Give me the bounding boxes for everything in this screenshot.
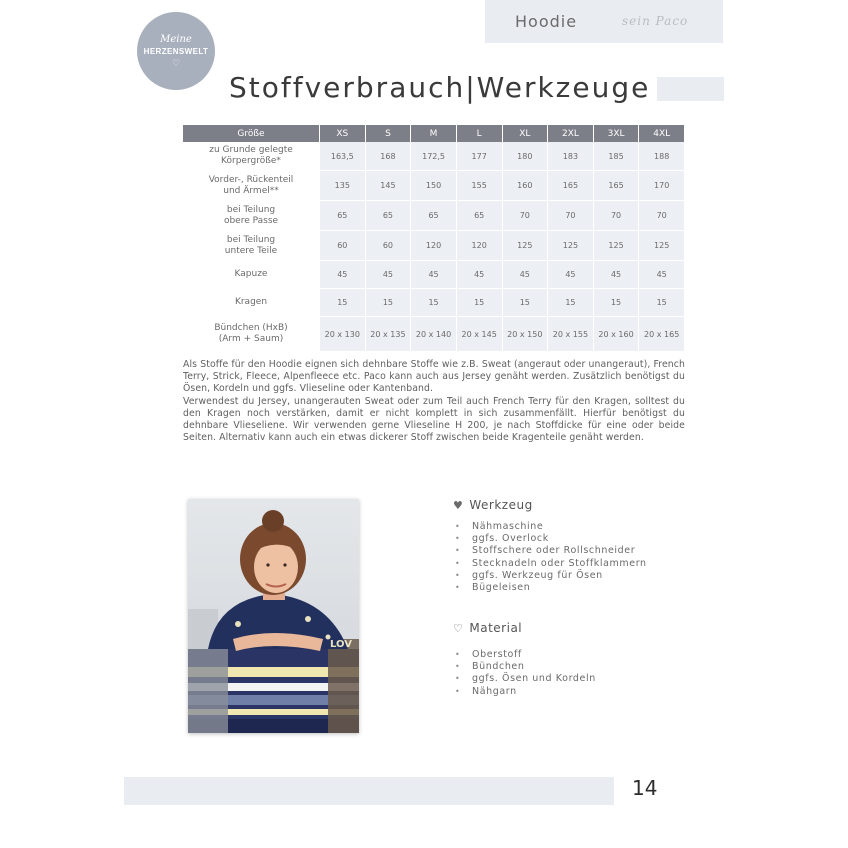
material-list (455, 649, 596, 698)
table-cell: 15 (594, 289, 640, 317)
row-label (183, 171, 320, 201)
row-label (183, 231, 320, 261)
table-cell: 70 (548, 201, 594, 231)
table-cell: 120 (457, 231, 503, 261)
logo-script-text: Meine (160, 34, 192, 45)
table-cell: 163,5 (320, 142, 366, 171)
table-cell: 65 (457, 201, 503, 231)
table-cell: 45 (639, 261, 685, 289)
row-label-line: bei Teilung (226, 204, 276, 215)
table-cell: 70 (503, 201, 549, 231)
table-row (183, 231, 685, 261)
row-label (183, 201, 320, 231)
shirt-print-text: LOV (330, 639, 352, 650)
table-cell: 20 x 145 (457, 317, 503, 352)
table-cell: 15 (411, 289, 457, 317)
werkzeug-heading (453, 498, 533, 512)
column-header: XS (320, 125, 366, 142)
table-row (183, 201, 685, 231)
table-cell: 183 (548, 142, 594, 171)
description-paragraph: Verwendest du Jersey, unangerauten Sweat oder zum Teil auch French Terry für den Kragen, solltest du den Kragen noch verstärken, damit er nicht komplett in sich zusammenfällt. Hierfür benötigst du dehnbare Vlieseliene. Wir verwenden gerne Vlieseline H 200, je nach Stoffdicke für eine oder beide Seiten. Alternativ kann auch ein etwas dickerer Stoff zwischen beide Kragenteile genäht werden. (183, 395, 685, 444)
row-label (183, 289, 320, 317)
table-cell: 15 (366, 289, 412, 317)
row-label-line: zu Grunde gelegte (209, 145, 293, 155)
table-cell: 160 (503, 171, 549, 201)
table-cell: 20 x 155 (548, 317, 594, 352)
logo-heart-icon: ♡ (171, 59, 181, 69)
table-cell: 172,5 (411, 142, 457, 171)
table-cell: 60 (366, 231, 412, 261)
list-item: • ggfs. Overlock (455, 533, 647, 545)
table-row (183, 289, 685, 317)
table-row (183, 317, 685, 352)
row-label-line: untere Teile (224, 245, 278, 256)
page-title: Stoffverbrauch|Werkzeuge (229, 71, 651, 104)
title-accent-box (657, 77, 724, 101)
table-cell: 20 x 135 (366, 317, 412, 352)
model-photo (188, 499, 359, 733)
row-label-line: Körpergröße* (221, 156, 281, 166)
row-label-line: Kragen (234, 297, 268, 307)
table-row (183, 171, 685, 201)
description-text (183, 359, 685, 444)
row-label-line: obere Passe (223, 215, 279, 226)
table-cell: 20 x 160 (594, 317, 640, 352)
column-header: 4XL (639, 125, 685, 142)
fabric-consumption-table (183, 125, 685, 352)
table-cell: 45 (366, 261, 412, 289)
logo-brand-text: HERZENSWELT (143, 47, 209, 56)
table-cell: 20 x 140 (411, 317, 457, 352)
table-cell: 180 (503, 142, 549, 171)
column-header: XL (503, 125, 549, 142)
row-label (183, 317, 320, 352)
table-cell: 168 (366, 142, 412, 171)
table-cell: 20 x 150 (503, 317, 549, 352)
table-header-row (183, 125, 685, 142)
heart-icon: ♥ (453, 499, 464, 512)
list-item: • Oberstoff (455, 649, 596, 661)
table-cell: 15 (457, 289, 503, 317)
table-cell: 70 (639, 201, 685, 231)
footer-bar (124, 777, 614, 805)
list-item: • Nähgarn (455, 686, 596, 698)
table-cell: 65 (411, 201, 457, 231)
column-header: 2XL (548, 125, 594, 142)
table-cell: 125 (639, 231, 685, 261)
table-cell: 120 (411, 231, 457, 261)
table-cell: 165 (548, 171, 594, 201)
list-item: • Bündchen (455, 661, 596, 673)
table-cell: 65 (320, 201, 366, 231)
column-header: 3XL (594, 125, 640, 142)
table-cell: 170 (639, 171, 685, 201)
row-label (183, 261, 320, 289)
row-label-line: und Ärmel** (223, 185, 279, 196)
table-cell: 188 (639, 142, 685, 171)
material-heading (453, 621, 522, 635)
table-cell: 165 (594, 171, 640, 201)
table-cell: 65 (366, 201, 412, 231)
row-label-line: Kapuze (234, 269, 268, 279)
table-cell: 45 (457, 261, 503, 289)
table-cell: 155 (457, 171, 503, 201)
row-label-line: (Arm + Saum) (218, 334, 284, 344)
list-item: • Stoffschere oder Rollschneider (455, 545, 647, 557)
table-cell: 45 (548, 261, 594, 289)
model-photo-illustration (188, 499, 359, 733)
table-cell: 15 (639, 289, 685, 317)
table-cell: 125 (503, 231, 549, 261)
row-label (183, 142, 320, 171)
table-cell: 15 (548, 289, 594, 317)
list-item: • Stecknadeln oder Stoffklammern (455, 558, 647, 570)
row-label-line: Bündchen (HxB) (214, 323, 288, 333)
table-row (183, 261, 685, 289)
table-cell: 20 x 165 (639, 317, 685, 352)
table-cell: 60 (320, 231, 366, 261)
material-heading-label: Material (469, 621, 523, 635)
pattern-name: Hoodie (515, 12, 578, 31)
table-cell: 125 (594, 231, 640, 261)
list-item: • ggfs. Ösen und Kordeln (455, 673, 596, 685)
list-item: • Bügeleisen (455, 582, 647, 594)
table-cell: 20 x 130 (320, 317, 366, 352)
table-row (183, 142, 685, 171)
heart-icon: ♡ (453, 622, 464, 635)
column-header: Größe (183, 125, 320, 142)
werkzeug-heading-label: Werkzeug (469, 498, 533, 512)
table-cell: 45 (320, 261, 366, 289)
table-cell: 125 (548, 231, 594, 261)
table-cell: 135 (320, 171, 366, 201)
brand-logo (137, 12, 215, 90)
description-paragraph: Als Stoffe für den Hoodie eignen sich dehnbare Stoffe wie z.B. Sweat (angeraut oder unangeraut), French Terry, Strick, Fleece, Alpenfleece etc. Paco kann auch aus Jersey genäht werden. Zusätzlich benötigst du Ösen, Kordeln und ggfs. Vlieseline oder Kantenband. (183, 359, 685, 395)
table-cell: 15 (503, 289, 549, 317)
page-number: 14 (632, 776, 658, 800)
table-cell: 45 (594, 261, 640, 289)
row-label-line: Vorder-, Rückenteil (208, 174, 294, 185)
table-cell: 45 (503, 261, 549, 289)
row-label-line: bei Teilung (226, 234, 276, 245)
column-header: L (457, 125, 503, 142)
table-cell: 70 (594, 201, 640, 231)
column-header: S (366, 125, 412, 142)
list-item: • ggfs. Werkzeug für Ösen (455, 570, 647, 582)
werkzeug-list (455, 521, 647, 594)
table-cell: 145 (366, 171, 412, 201)
table-cell: 150 (411, 171, 457, 201)
column-header: M (411, 125, 457, 142)
table-cell: 185 (594, 142, 640, 171)
pattern-subtitle: sein Paco (622, 14, 689, 28)
table-cell: 45 (411, 261, 457, 289)
header-banner (485, 0, 723, 43)
table-cell: 15 (320, 289, 366, 317)
list-item: • Nähmaschine (455, 521, 647, 533)
table-cell: 177 (457, 142, 503, 171)
